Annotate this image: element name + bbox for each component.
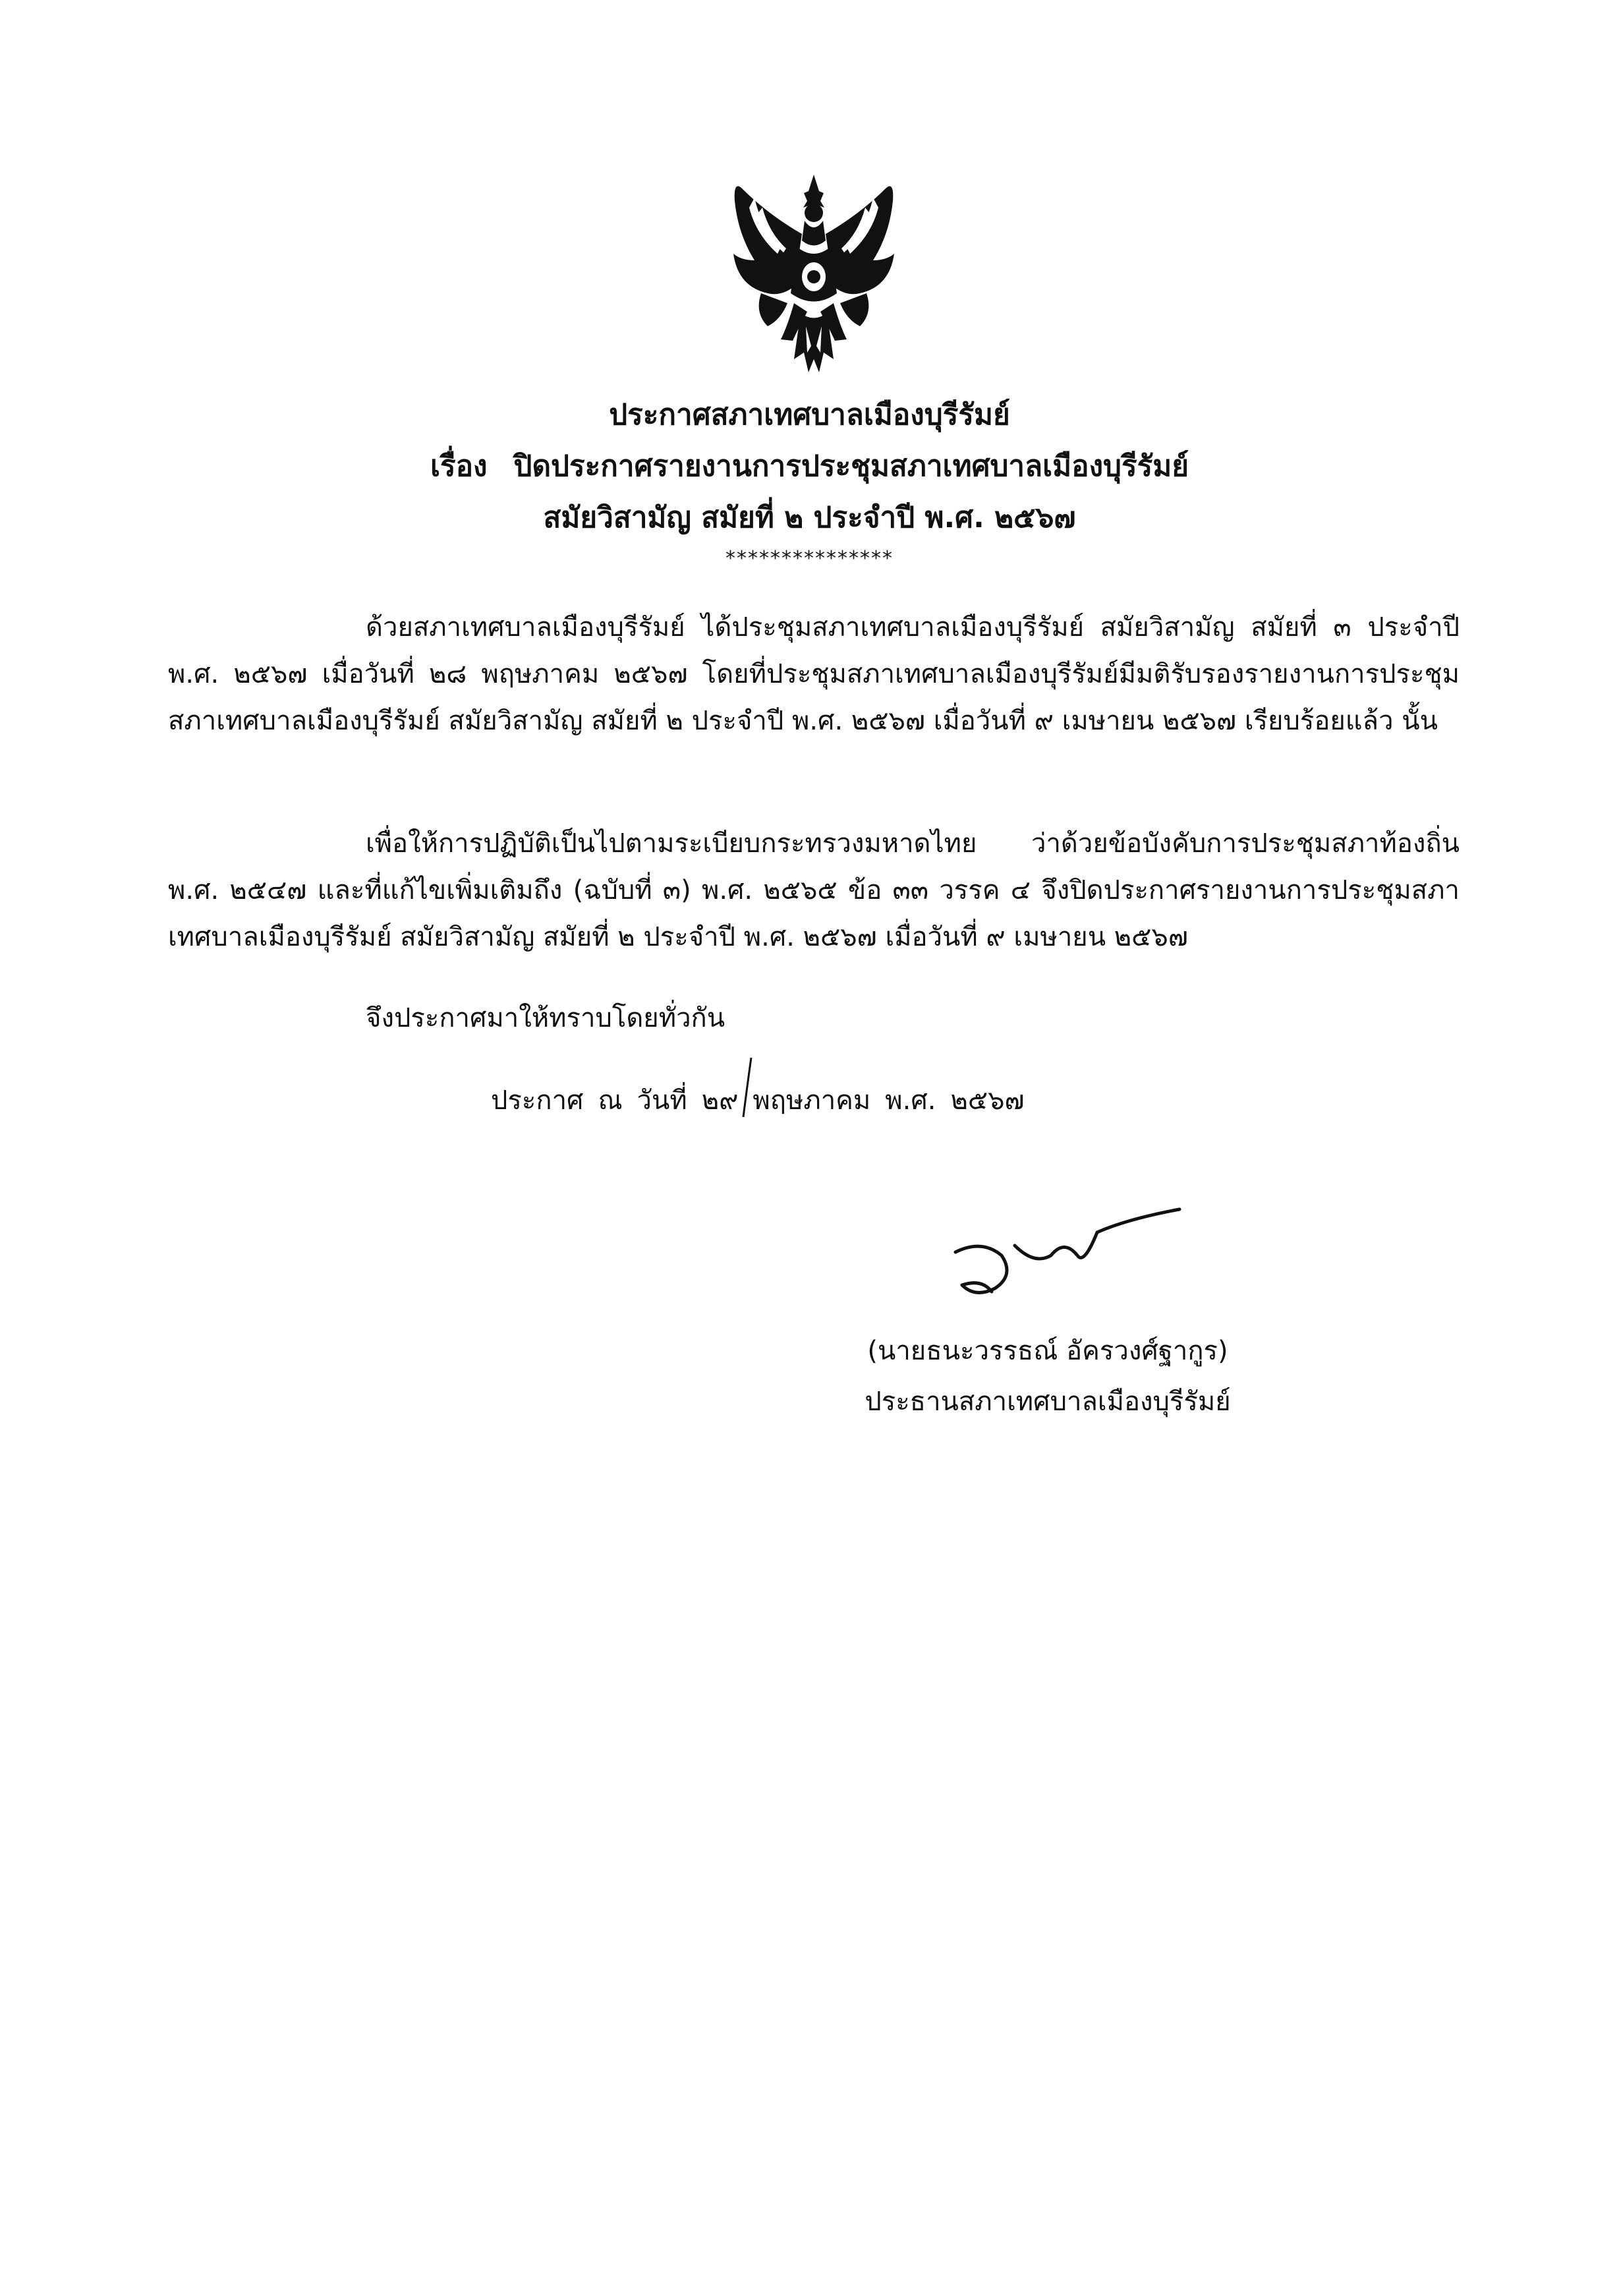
dateline-year: ๒๕๖๗ [950, 1085, 1025, 1116]
dateline-day-label: วันที่ [637, 1085, 687, 1116]
signatory-title: ประธานสภาเทศบาลเมืองบุรีรัมย์ [865, 1387, 1231, 1417]
dateline-at: ณ [598, 1085, 623, 1116]
announcement-issuer: ประกาศสภาเทศบาลเมืองบุรีรัมย์ [609, 398, 1010, 432]
body-paragraph-2: เพื่อให้การปฏิบัติเป็นไปตามระเบียบกระทรวงมหาดไทย ว่าด้วยข้อบังคับการประชุมสภาท้องถิ่น พ.ศ. ๒๕๔๗ และที่แก้ไขเพิ่มเติมถึง (ฉบับที่ ๓) พ.ศ. ๒๕๖๕ ข้อ ๓๓ วรรค ๔ จึงปิดประกาศรายงานการประชุมสภาเทศบาลเมืองบุรีรัมย์ สมัยวิสามัญ สมัยที่ ๒ ประจำปี พ.ศ. ๒๕๖๗ เมื่อวันที่ ๙ เมษายน ๒๕๖๗ [168, 828, 1460, 952]
announcement-session: สมัยวิสามัญ สมัยที่ ๒ ประจำปี พ.ศ. ๒๕๖๗ [543, 501, 1076, 534]
handwritten-day-mark-icon [712, 1054, 771, 1120]
header-separator: *************** [725, 547, 894, 570]
dateline-year-label: พ.ศ. [885, 1085, 936, 1116]
signature-icon [942, 1193, 1193, 1305]
announcement-subject: ปิดประกาศรายงานการประชุมสภาเทศบาลเมืองบุรีรัมย์ [513, 449, 1189, 483]
dateline-day: ๒๙ [701, 1085, 739, 1116]
signatory-name: (นายธนะวรรธณ์ อัครวงศ์ฐากูร) [867, 1336, 1228, 1366]
subject-label: เรื่อง [430, 449, 488, 483]
body-paragraph-1: ด้วยสภาเทศบาลเมืองบุรีรัมย์ ได้ประชุมสภาเทศบาลเมืองบุรีรัมย์ สมัยวิสามัญ สมัยที่ ๓ ประจำปี พ.ศ. ๒๕๖๗ เมื่อวันที่ ๒๘ พฤษภาคม ๒๕๖๗ โดยที่ประชุมสภาเทศบาลเมืองบุรีรัมย์มีมติรับรองรายงานการประชุมสภาเทศบาลเมืองบุรีรัมย์ สมัยวิสามัญ สมัยที่ ๒ ประจำปี พ.ศ. ๒๕๖๗ เมื่อวันที่ ๙ เมษายน ๒๕๖๗ เรียบร้อยแล้ว นั้น [168, 612, 1460, 736]
closing-sentence: จึงประกาศมาให้ทราบโดยทั่วกัน [366, 1003, 725, 1033]
announcement-subject-line [0, 447, 1619, 486]
dateline-prefix: ประกาศ [491, 1085, 584, 1116]
dateline-month: พฤษภาคม [753, 1085, 871, 1116]
garuda-emblem-icon [715, 161, 913, 386]
